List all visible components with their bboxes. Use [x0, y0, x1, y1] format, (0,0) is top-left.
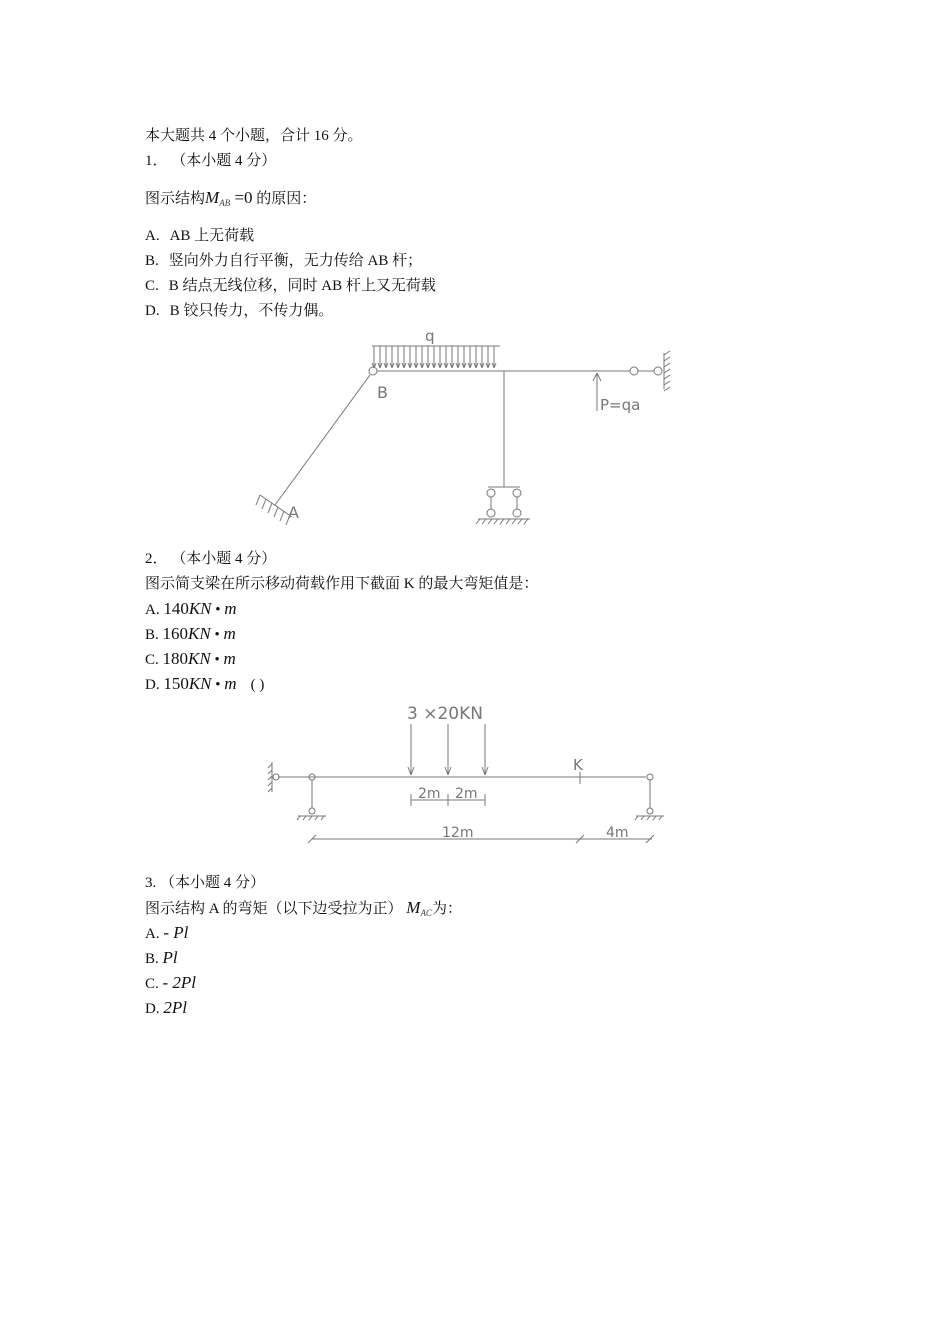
q2-dim-spacing-2: 2m — [455, 786, 478, 802]
q3-number: 3. — [145, 875, 157, 891]
q3-option-d[interactable]: D. 2Pl — [145, 998, 187, 1017]
q3-option-c[interactable]: C. - 2Pl — [145, 973, 197, 992]
q3-math-sub: AC — [420, 908, 432, 918]
q3-option-b[interactable]: B. Pl — [145, 948, 178, 967]
hinge-b — [369, 367, 377, 375]
q1-node-b: B — [377, 383, 388, 402]
q1-math-eq: =0 — [230, 188, 253, 207]
q2-section-label: K — [573, 756, 583, 774]
q1-option-b[interactable]: B. 竖向外力自行平衡，无力传给 AB 杆； — [145, 253, 423, 269]
q1-stem-suffix: 的原因： — [252, 191, 317, 207]
q1-header — [145, 151, 276, 171]
q2-header — [145, 549, 276, 569]
right-support — [635, 774, 664, 820]
q1-node-a: A — [288, 503, 299, 522]
q1-load-label: q — [425, 327, 435, 345]
q2-answer-blank: ( ) — [250, 677, 265, 693]
q2-points: （本小题 4 分） — [171, 551, 277, 567]
q1-stem — [145, 188, 316, 213]
q1-option-a[interactable]: A. AB 上无荷载 — [145, 228, 255, 244]
moving-loads — [408, 724, 488, 775]
q1-math-sub: AB — [219, 198, 231, 208]
q2-dim-overhang: 4m — [606, 825, 629, 841]
q1-option-d[interactable]: D. B 铰只传力，不传力偶。 — [145, 303, 334, 319]
q3-option-a[interactable]: A. - Pl — [145, 923, 189, 942]
dimension-span — [308, 835, 654, 843]
q1-stem-prefix: 图示结构 — [145, 191, 206, 207]
q2-option-a[interactable]: A. 140KN • m — [145, 599, 237, 618]
q1-number: 1． — [145, 153, 168, 169]
q2-load-label: 3 ×20KN — [407, 704, 483, 724]
q1-math-m: M — [205, 188, 220, 207]
q3-header — [145, 873, 265, 893]
fixed-support-a — [256, 495, 292, 525]
q3-stem-prefix: 图示结构 A 的弯矩（以下边受拉为正） — [145, 901, 403, 917]
right-link-support — [630, 351, 670, 391]
q1-force-label: P=qa — [600, 396, 641, 414]
q2-option-c[interactable]: C. 180KN • m — [145, 649, 236, 668]
q3-stem-suffix: 为： — [431, 901, 462, 917]
q2-figure — [262, 698, 672, 858]
q3-math-m: M — [406, 898, 421, 917]
q3-points: （本小题 4 分） — [160, 875, 266, 891]
q1-figure — [250, 325, 680, 530]
q1-option-c[interactable]: C. B 结点无线位移，同时 AB 杆上又无荷载 — [145, 278, 436, 294]
q2-dim-span: 12m — [442, 825, 474, 841]
section-intro: 本大题共 4 个小题，合计 16 分。 — [145, 128, 363, 144]
distributed-load — [372, 327, 500, 368]
left-wall-pin — [268, 762, 279, 792]
q2-stem: 图示简支梁在所示移动荷载作用下截面 K 的最大弯矩值是： — [145, 576, 539, 592]
q2-option-d[interactable]: D. 150KN • m ( ) — [145, 674, 265, 693]
left-roller-support — [297, 774, 326, 820]
q2-option-b[interactable]: B. 160KN • m — [145, 624, 236, 643]
inclined-member-ab — [275, 375, 370, 505]
q2-number: 2． — [145, 551, 168, 567]
q3-stem — [145, 898, 462, 923]
link-support — [476, 487, 530, 524]
q2-dim-spacing-1: 2m — [418, 786, 441, 802]
q1-points: （本小题 4 分） — [171, 153, 277, 169]
